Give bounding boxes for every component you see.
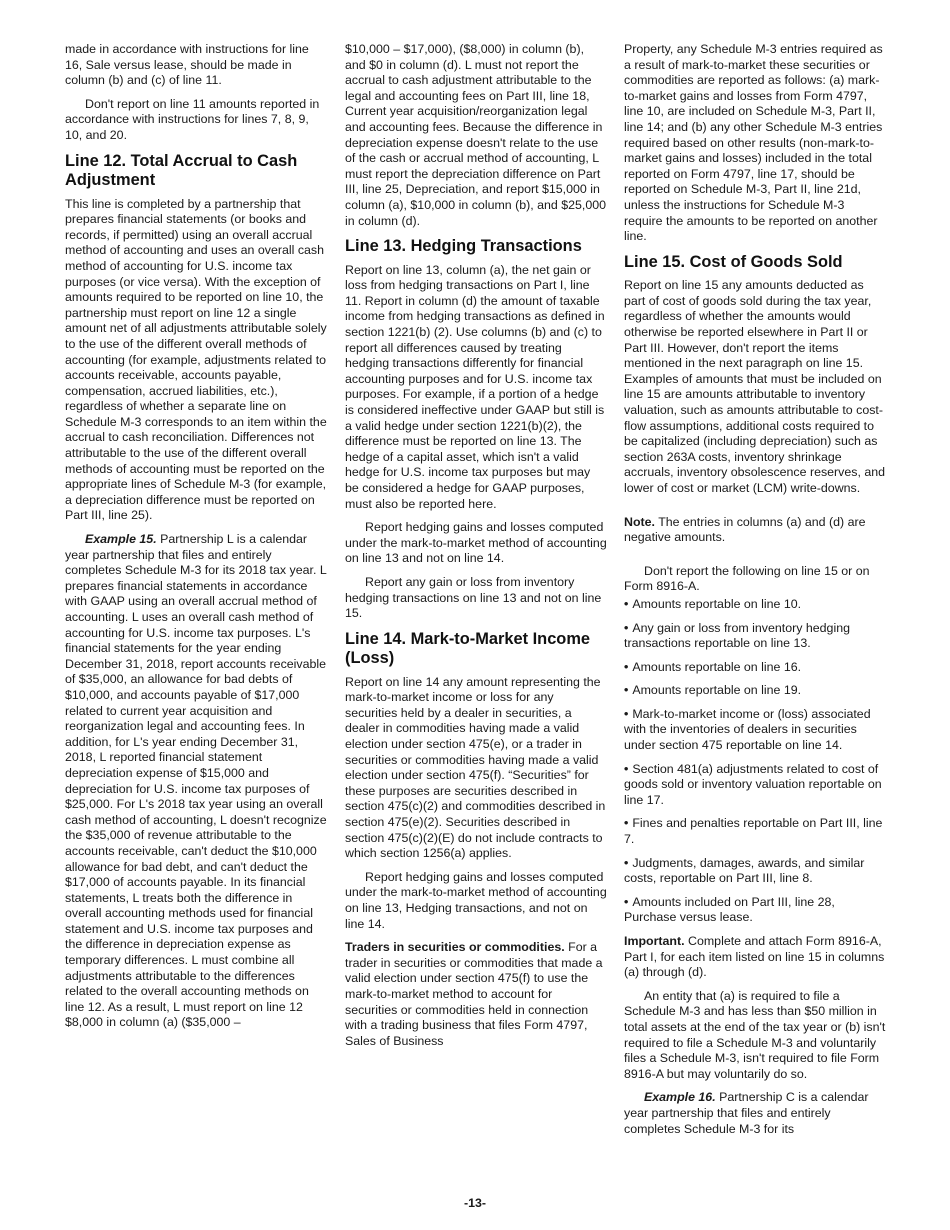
list-item-text: Section 481(a) adjustments related to cost of goods sold or inventory valuation reportable on line 17. <box>624 761 882 807</box>
bullet-icon: • <box>624 706 629 721</box>
example-16-label: Example 16. <box>644 1090 716 1105</box>
column-right <box>624 42 886 1145</box>
heading-line-13: Line 13. Hedging Transactions <box>345 237 582 256</box>
paragraph: Report hedging gains and losses computed under the mark-to-market method of accounting on line 13 and not on line 14. <box>345 520 607 566</box>
paragraph: $10,000 – $17,000), ($8,000) in column (b), and $0 in column (d). L must not report the accrual to cash adjustment attributable to the legal and accounting fees on Part III, line 18, Current year acquisition/reorganization legal and accounting fees. Because the difference in depreciation expense doesn't relate to the use of the cash or accrual method of accounting, L must report the depreciation difference on Part III, line 25, Depreciation, and report $15,000 in column (a), $10,000 in column (b), and $25,000 in column (d). <box>345 42 607 228</box>
bullet-icon: • <box>624 816 629 831</box>
list-item <box>624 660 886 676</box>
example-15-text: Partnership L is a calendar year partnership that files and entirely completes Schedule M-3 for its 2018 tax year. L prepares financial statements in accordance with GAAP using an overall accrual method of accounting. L uses an overall cash method of accounting for U.S. income tax purposes. L's financial statements for the year ending December 31, 2018, report accounts receivable of $35,000, an allowance for bad debts of $10,000, and accounts payable of $17,000 related to current year acquisition and reorganization legal and accounting fees. In addition, for L's year ending December 31, 2018, L reported financial statement depreciation expense of $15,000 and depreciation for U.S. income tax purposes of $25,000. For L's 2018 tax year using an overall cash method of accounting, L doesn't recognize the $35,000 of revenue attributable to the accounts receivable, can't deduct the $10,000 allowance for bad debt, and can't deduct the $17,000 of accounts payable. In its financial statements, L treats both the difference in overall accounting methods used for financial statement and U.S. income tax purposes and the difference in depreciation expense as temporary differences. L must combine all adjustments attributable to the differences related to the overall accounting methods on line 12. As a result, L must report on line 12 $8,000 in column (a) ($35,000 – <box>65 532 327 1030</box>
traders-paragraph <box>345 940 607 1049</box>
list-item <box>624 856 886 887</box>
note-text: The entries in columns (a) and (d) are negative amounts. <box>624 514 866 545</box>
important-text: Complete and attach Form 8916-A, Part I, for each item listed on line 15 in columns (a) through (d). <box>624 934 885 980</box>
example-16 <box>624 1090 886 1137</box>
list-item <box>624 707 886 754</box>
important-paragraph <box>624 934 886 981</box>
traders-text: For a trader in securities or commodities that made a valid election under section 475(f) to use the mark-to-market method to account for securities or commodities held in connection with a trading business that files Form 4797, Sales of Business <box>345 940 603 1048</box>
page-number: -13- <box>463 1196 487 1210</box>
paragraph: This line is completed by a partnership that prepares financial statements (or books and records, if permitted) using an overall accrual method of accounting and uses an overall cash method of accounting for U.S. income tax purposes (or vice versa). With the exception of amounts required to be reported on line 10, the partnership must report on line 12 a single amount net of all adjustments attributable solely to the use of the different overall methods of accounting (for example, adjustments related to accounts receivable, accounts payable, compensation, accrued liabilities, etc.), regardless of whether a separate line on Schedule M-3 corresponds to an item within the accrual to cash reconciliation. Differences not attributable to the use of the different overall methods of accounting must be reported on the appropriate lines of Schedule M-3 (for example, a depreciation difference must be reported on Part III, line 25). <box>65 196 327 523</box>
list-item-text: Amounts reportable on line 16. <box>632 659 802 674</box>
list-item <box>624 621 886 652</box>
list-item <box>624 816 886 847</box>
column-middle <box>345 42 607 1057</box>
bullet-icon: • <box>624 683 629 698</box>
important-label: Important. <box>624 934 685 948</box>
note-paragraph <box>624 515 886 546</box>
bullet-list <box>624 597 886 926</box>
bullet-icon: • <box>624 596 629 611</box>
list-item <box>624 683 886 699</box>
bullet-icon: • <box>624 855 629 870</box>
list-item-text: Any gain or loss from inventory hedging transactions reportable on line 13. <box>624 620 850 651</box>
paragraph: made in accordance with instructions for line 16, Sale versus lease, should be made in column (b) and (c) of line 11. <box>65 42 309 88</box>
list-item <box>624 597 886 613</box>
note-label: Note. <box>624 514 655 529</box>
list-item-text: Amounts reportable on line 10. <box>632 596 802 611</box>
list-item-text: Amounts reportable on line 19. <box>632 683 802 698</box>
list-item <box>624 895 886 926</box>
column-left <box>65 42 327 1039</box>
heading-line-12: Line 12. Total Accrual to Cash Adjustment <box>65 151 298 190</box>
list-item-text: Mark-to-market income or (loss) associated with the inventories of dealers in securities under section 475 reportable on line 14. <box>624 706 871 753</box>
heading-line-15: Line 15. Cost of Goods Sold <box>624 252 843 271</box>
paragraph: An entity that (a) is required to file a Schedule M-3 and has less than $50 million in total assets at the end of the tax year or (b) isn't required to file a Schedule M-3 and voluntarily files a Schedule M-3, isn't required to file Form 8916-A but may voluntarily do so. <box>624 988 886 1081</box>
paragraph: Report on line 14 any amount representing the mark-to-market income or loss for any securities held by a dealer in securities, a dealer in commodities having made a valid election under section 475(e), or a trader in securities or commodities having made a valid election under section 475(f). “Securities” for these purposes are securities described in section 475(c)(2) and commodities described in section 475(e)(2). Securities described in section 475(c)(2)(E) do not include contracts to which section 1256(a) applies. <box>345 674 606 861</box>
list-item-text: Fines and penalties reportable on Part III, line 7. <box>624 816 883 847</box>
paragraph: Report on line 13, column (a), the net gain or loss from hedging transactions on Part I, line 11. Report in column (d) the amount of taxable income from hedging transactions as defined in section 1221(b) (2). Use columns (b) and (c) to report all differences caused by treating hedging transactions differently for financial accounting purposes and for U.S. income tax purposes. For example, if a portion of a hedge is considered ineffective under GAAP but still is a valid hedge under section 1221(b)(2), the difference must be reported on line 13. The hedge of a capital asset, which isn't a valid hedge for U.S. income tax purposes but may be considered a hedge for GAAP purposes, must also be reported here. <box>345 262 605 511</box>
bullet-icon: • <box>624 659 629 674</box>
paragraph: Property, any Schedule M-3 entries required as a result of mark-to-market these securities or commodities are reported as follows: (a) mark-to-market gains and losses from Form 4797, line 10, are included on Schedule M-3, Part II, line 14; and (b) any other Schedule M-3 entries required based on other results (non-mark-to-market gains and losses) included in the total reported on Form 4797, line 17, should be reported on Schedule M-3, Part II, line 21d, unless the instructions for Schedule M-3 require the amounts to be reported on another line. <box>624 42 883 244</box>
list-item <box>624 762 886 809</box>
paragraph: Don't report the following on line 15 or on Form 8916-A. <box>624 563 870 594</box>
example-15-label: Example 15. <box>85 532 157 547</box>
paragraph: Don't report on line 11 amounts reported in accordance with instructions for lines 7, 8, 9, 10, and 20. <box>65 96 320 142</box>
paragraph: Report on line 15 any amounts deducted as part of cost of goods sold during the tax year, regardless of whether the amounts would otherwise be reported elsewhere in Part II or Part III. However, don't report the items mentioned in the next paragraph on line 15. Examples of amounts that must be included on line 15 are amounts attributable to inventory valuation, such as amounts attributable to cost-flow assumptions, additional costs required to be capitalized (including depreciation) such as section 263A costs, inventory shrinkage accruals, inventory obsolescence reserves, and lower of cost or market (LCM) write-downs. <box>624 278 886 495</box>
traders-label: Traders in securities or commodities. <box>345 940 565 955</box>
bullet-icon: • <box>624 620 629 635</box>
example-15 <box>65 532 327 1031</box>
bullet-icon: • <box>624 761 629 776</box>
paragraph: Report any gain or loss from inventory hedging transactions on line 13 and not on line 15. <box>345 574 602 621</box>
heading-line-14: Line 14. Mark-to-Market Income (Loss) <box>345 629 591 668</box>
bullet-icon: • <box>624 894 629 909</box>
paragraph: Report hedging gains and losses computed under the mark-to-market method of accounting on line 13, Hedging transactions, and not on line 14. <box>345 869 607 931</box>
list-item-text: Amounts included on Part III, line 28, Purchase versus lease. <box>624 894 835 925</box>
list-item-text: Judgments, damages, awards, and similar costs, reportable on Part III, line 8. <box>624 855 865 886</box>
example-16-text: Partnership C is a calendar year partnership that files and entirely completes Schedule M-3 for its <box>624 1090 869 1136</box>
